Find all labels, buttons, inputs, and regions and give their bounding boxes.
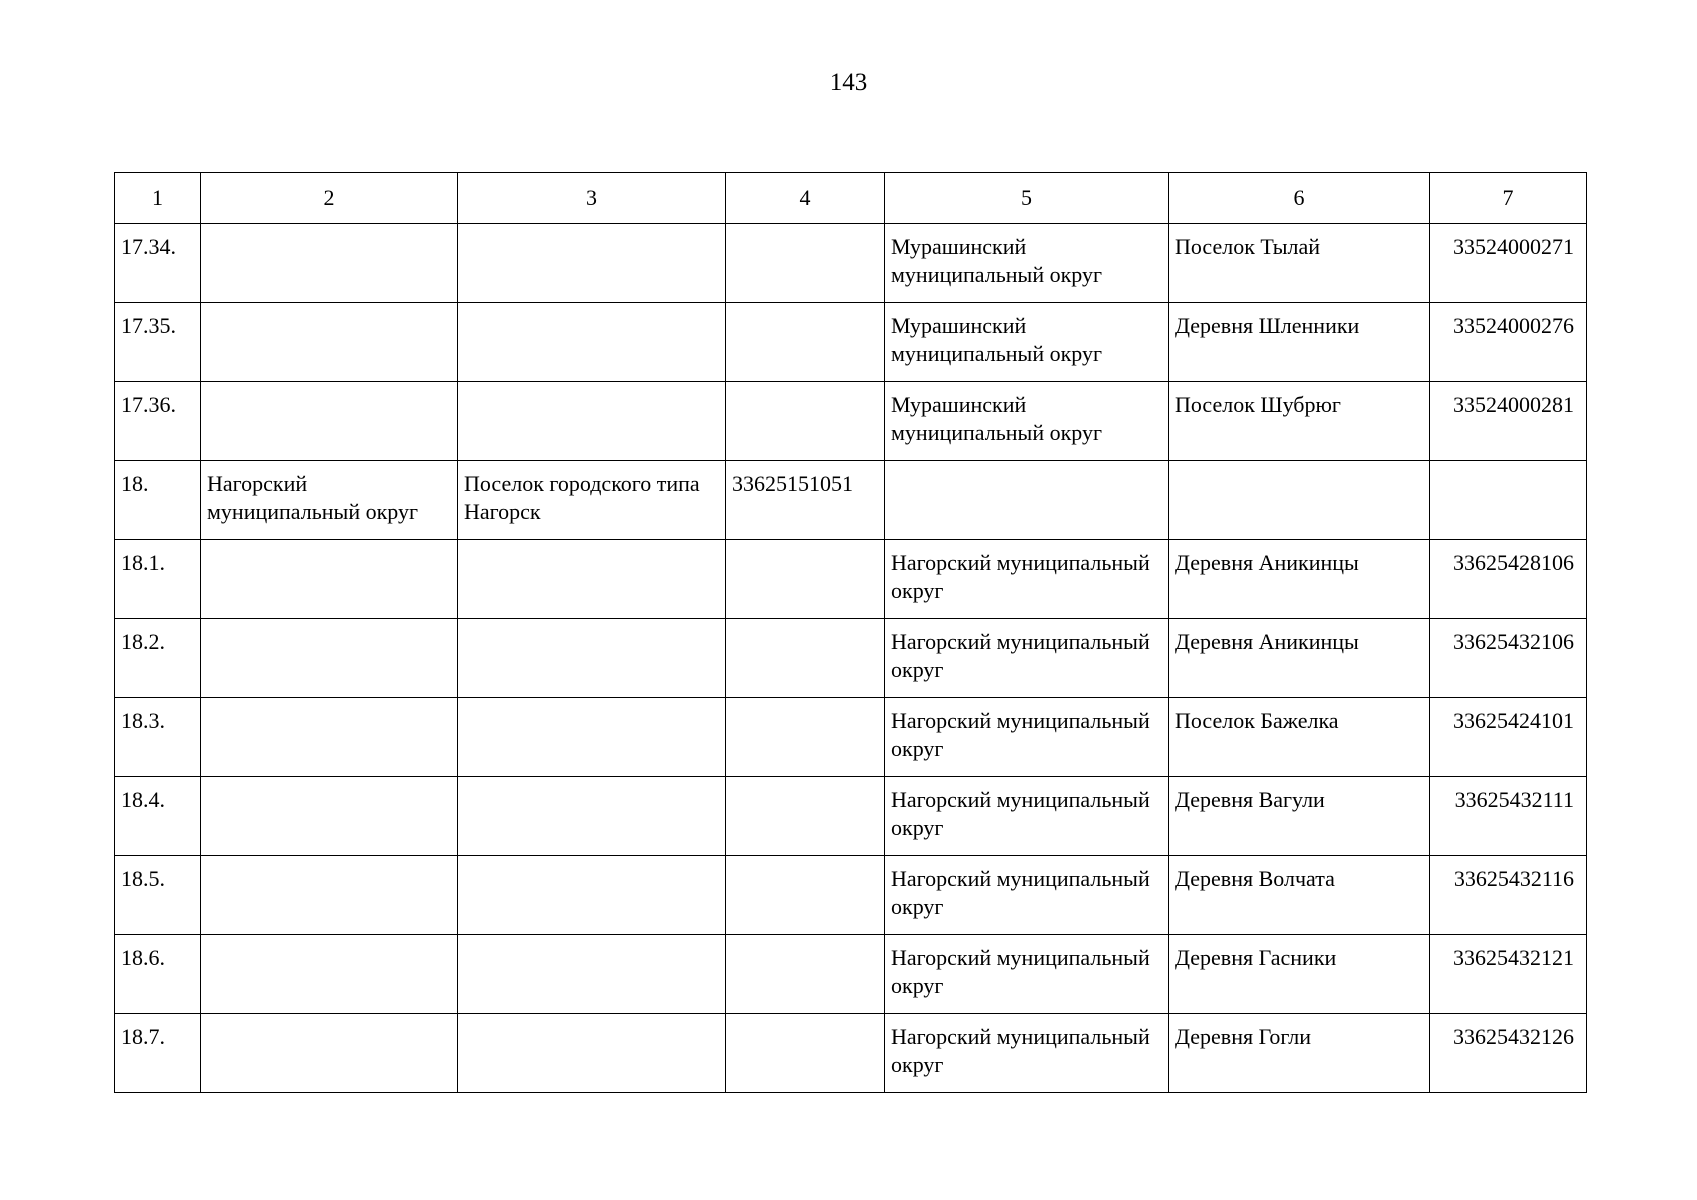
row-number-cell: 18.6. [115,935,201,1014]
table-row [115,224,1587,303]
settlement-code-cell [726,1014,885,1093]
district-cell [201,382,458,461]
header-cell: 5 [885,173,1169,224]
municipality-cell [885,461,1169,540]
header-row [115,173,1587,224]
locality-code-cell: 33625432106 [1430,619,1587,698]
district-cell [201,540,458,619]
settlement-code-cell [726,619,885,698]
row-number-cell: 18.1. [115,540,201,619]
header-cell: 4 [726,173,885,224]
district-cell: Нагорский муниципальный округ [201,461,458,540]
table-row [115,777,1587,856]
locality-code-cell: 33625424101 [1430,698,1587,777]
row-number-cell: 18.3. [115,698,201,777]
municipality-cell: Нагорский муниципальный округ [885,619,1169,698]
municipality-cell: Нагорский муниципальный округ [885,540,1169,619]
district-cell [201,224,458,303]
settlement-code-cell [726,303,885,382]
district-cell [201,303,458,382]
page-number: 143 [829,69,868,96]
municipality-cell: Нагорский муниципальный округ [885,935,1169,1014]
table-row [115,461,1587,540]
settlement-cell [458,619,726,698]
header-cell: 1 [115,173,201,224]
locality-code-cell: 33524000271 [1430,224,1587,303]
locality-code-cell: 33625432121 [1430,935,1587,1014]
settlement-code-cell [726,224,885,303]
settlement-code-cell [726,382,885,461]
settlement-cell [458,303,726,382]
table-row [115,856,1587,935]
settlement-cell [458,856,726,935]
row-number-cell: 18.5. [115,856,201,935]
table-row [115,698,1587,777]
locality-cell: Деревня Аникинцы [1169,540,1430,619]
municipality-cell: Нагорский муниципальный округ [885,777,1169,856]
settlement-cell [458,777,726,856]
settlement-cell [458,698,726,777]
header-cell: 6 [1169,173,1430,224]
locality-code-cell: 33524000276 [1430,303,1587,382]
settlement-cell: Поселок городского типа Нагорск [458,461,726,540]
settlement-code-cell [726,935,885,1014]
row-number-cell: 17.34. [115,224,201,303]
table-row [115,303,1587,382]
district-cell [201,777,458,856]
locality-code-cell: 33625432126 [1430,1014,1587,1093]
settlement-cell [458,224,726,303]
settlement-code-cell [726,698,885,777]
locality-code-cell [1430,461,1587,540]
locality-cell: Деревня Гогли [1169,1014,1430,1093]
locality-cell: Деревня Гасники [1169,935,1430,1014]
row-number-cell: 18.7. [115,1014,201,1093]
locality-cell: Деревня Аникинцы [1169,619,1430,698]
settlement-code-cell [726,777,885,856]
locality-cell: Поселок Тылай [1169,224,1430,303]
settlement-code-cell [726,540,885,619]
municipality-cell: Нагорский муниципальный округ [885,698,1169,777]
district-cell [201,698,458,777]
settlement-cell [458,935,726,1014]
locality-code-cell: 33625428106 [1430,540,1587,619]
header-cell: 2 [201,173,458,224]
district-cell [201,935,458,1014]
data-table [114,172,1587,1093]
municipality-cell: Мурашинский муниципальный округ [885,303,1169,382]
municipality-cell: Нагорский муниципальный округ [885,856,1169,935]
table-row [115,935,1587,1014]
locality-cell: Поселок Шубрюг [1169,382,1430,461]
header-cell: 7 [1430,173,1587,224]
table-row [115,382,1587,461]
municipality-cell: Нагорский муниципальный округ [885,1014,1169,1093]
municipality-cell: Мурашинский муниципальный округ [885,224,1169,303]
district-cell [201,856,458,935]
municipality-cell: Мурашинский муниципальный округ [885,382,1169,461]
table-row [115,1014,1587,1093]
locality-cell: Деревня Шленники [1169,303,1430,382]
table-row [115,540,1587,619]
locality-cell: Деревня Волчата [1169,856,1430,935]
table-row [115,619,1587,698]
header-cell: 3 [458,173,726,224]
row-number-cell: 18. [115,461,201,540]
row-number-cell: 18.2. [115,619,201,698]
row-number-cell: 18.4. [115,777,201,856]
locality-cell [1169,461,1430,540]
locality-code-cell: 33625432111 [1430,777,1587,856]
district-cell [201,1014,458,1093]
locality-code-cell: 33524000281 [1430,382,1587,461]
locality-code-cell: 33625432116 [1430,856,1587,935]
settlement-cell [458,1014,726,1093]
row-number-cell: 17.36. [115,382,201,461]
settlement-cell [458,382,726,461]
settlement-cell [458,540,726,619]
district-cell [201,619,458,698]
settlement-code-cell: 33625151051 [726,461,885,540]
row-number-cell: 17.35. [115,303,201,382]
locality-cell: Поселок Бажелка [1169,698,1430,777]
settlement-code-cell [726,856,885,935]
locality-cell: Деревня Вагули [1169,777,1430,856]
